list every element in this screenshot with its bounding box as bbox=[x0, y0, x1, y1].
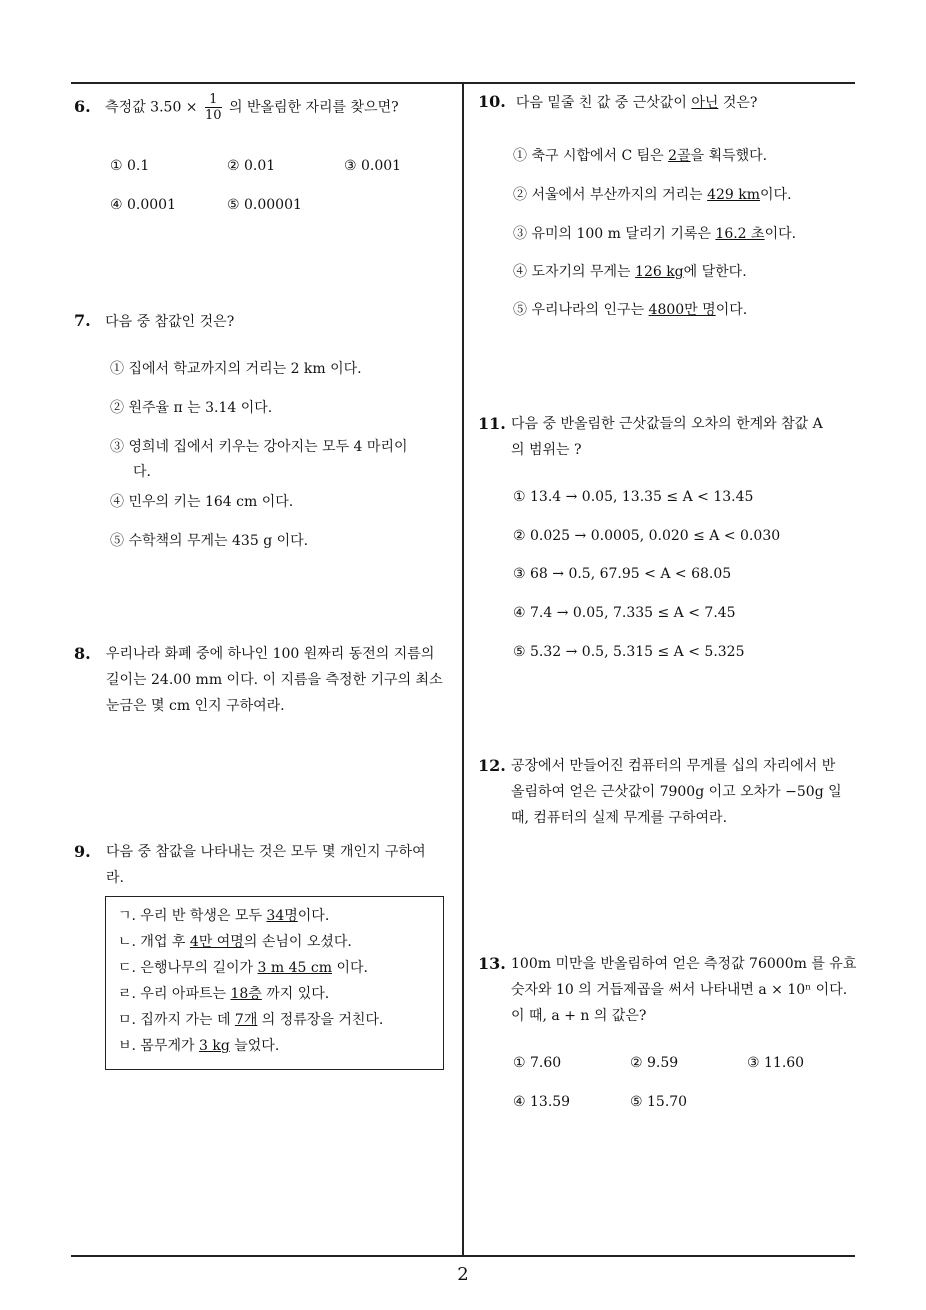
choice-4[interactable]: ④ 7.4 → 0.05, 7.335 ≤ A < 7.45 bbox=[513, 605, 736, 621]
choice-3-continued: 다. bbox=[133, 464, 151, 480]
question-text: 다음 중 참값인 것은? bbox=[105, 314, 235, 330]
question-number: 12. bbox=[478, 756, 506, 775]
question-text bbox=[511, 951, 856, 1029]
column-divider bbox=[462, 82, 464, 1257]
question-text bbox=[106, 641, 443, 719]
question-number: 13. bbox=[478, 954, 506, 973]
choice-4[interactable]: ④ 0.0001 bbox=[110, 197, 176, 213]
question-number: 10. bbox=[478, 92, 506, 111]
statement-item: ㄴ. 개업 후 4만 여명의 손님이 오셨다. bbox=[118, 934, 352, 950]
question-9 bbox=[74, 839, 101, 866]
choice-5[interactable]: ⑤ 우리나라의 인구는 4800만 명이다. bbox=[513, 302, 748, 318]
fraction-numerator: 1 bbox=[209, 92, 218, 107]
choice-4[interactable]: ④ 민우의 키는 164 cm 이다. bbox=[110, 494, 294, 510]
question-line: 때, 컴퓨터의 실제 무게를 구하여라. bbox=[511, 810, 728, 826]
underlined-word: 아닌 bbox=[691, 95, 719, 111]
choice-1[interactable]: ① 0.1 bbox=[110, 158, 150, 174]
statement-item: ㅁ. 집까지 가는 데 7개 의 정류장을 거친다. bbox=[118, 1012, 384, 1028]
choice-5[interactable]: ⑤ 0.00001 bbox=[227, 197, 302, 213]
question-number: 7. bbox=[74, 311, 91, 330]
choice-4[interactable]: ④ 13.59 bbox=[513, 1094, 571, 1110]
statement-item: ㄷ. 은행나무의 길이가 3 m 45 cm 이다. bbox=[118, 960, 368, 976]
question-6 bbox=[74, 92, 399, 123]
question-text bbox=[106, 839, 426, 891]
choice-2[interactable]: ② 서울에서 부산까지의 거리는 429 km이다. bbox=[513, 187, 792, 203]
question-number: 6. bbox=[74, 96, 91, 116]
choice-5[interactable]: ⑤ 15.70 bbox=[630, 1094, 688, 1110]
choice-2[interactable]: ② 0.01 bbox=[227, 158, 276, 174]
choice-4[interactable]: ④ 도자기의 무게는 126 kg에 달한다. bbox=[513, 264, 747, 280]
question-line: 공장에서 만들어진 컴퓨터의 무게를 십의 자리에서 반 bbox=[511, 758, 836, 774]
question-line: 우리나라 화폐 중에 하나인 100 원짜리 동전의 지름의 bbox=[106, 646, 435, 662]
bottom-rule bbox=[71, 1255, 855, 1257]
choice-2[interactable]: ② 0.025 → 0.0005, 0.020 ≤ A < 0.030 bbox=[513, 528, 781, 544]
choice-3[interactable]: ③ 0.001 bbox=[344, 158, 402, 174]
statement-item: ㄱ. 우리 반 학생은 모두 34명이다. bbox=[118, 908, 330, 924]
question-line: 숫자와 10 의 거듭제곱을 써서 나타내면 a × 10ⁿ 이다. bbox=[511, 982, 848, 998]
question-line: 이 때, a + n 의 값은? bbox=[511, 1008, 647, 1024]
statement-box bbox=[105, 896, 444, 1070]
choice-3[interactable]: ③ 유미의 100 m 달리기 기록은 16.2 초이다. bbox=[513, 226, 797, 242]
question-line: 100m 미만을 반올림하여 얻은 측정값 76000m 를 유효 bbox=[511, 956, 857, 972]
fraction-denominator: 10 bbox=[204, 108, 222, 123]
choice-2[interactable]: ② 9.59 bbox=[630, 1055, 679, 1071]
fraction bbox=[205, 92, 222, 123]
question-7 bbox=[74, 308, 234, 335]
choice-1[interactable]: ① 축구 시합에서 C 팀은 2골을 획득했다. bbox=[513, 148, 768, 164]
question-line: 다음 중 참값을 나타내는 것은 모두 몇 개인지 구하여 bbox=[106, 844, 426, 860]
question-line: 의 범위는 ? bbox=[511, 442, 582, 458]
choice-3[interactable]: ③ 영희네 집에서 키우는 강아지는 모두 4 마리이 bbox=[110, 439, 408, 455]
question-line: 라. bbox=[106, 870, 124, 886]
statement-item: ㅂ. 몸무게가 3 kg 늘었다. bbox=[118, 1038, 280, 1054]
question-number: 8. bbox=[74, 644, 91, 663]
question-text bbox=[511, 411, 823, 463]
question-10: 10. 다음 밑줄 친 값 중 근삿값이 아닌 것은? bbox=[478, 92, 758, 111]
choice-1[interactable]: ① 13.4 → 0.05, 13.35 ≤ A < 13.45 bbox=[513, 489, 754, 505]
question-line: 눈금은 몇 cm 인지 구하여라. bbox=[106, 698, 285, 714]
question-line: 길이는 24.00 mm 이다. 이 지름을 측정한 기구의 최소 bbox=[106, 672, 443, 688]
choice-3[interactable]: ③ 68 → 0.5, 67.95 < A < 68.05 bbox=[513, 566, 732, 582]
choice-5[interactable]: ⑤ 5.32 → 0.5, 5.315 ≤ A < 5.325 bbox=[513, 644, 745, 660]
statement-item: ㄹ. 우리 아파트는 18층 까지 있다. bbox=[118, 986, 330, 1002]
page-number: 2 bbox=[457, 1264, 469, 1285]
question-8 bbox=[74, 641, 101, 668]
choice-1[interactable]: ① 7.60 bbox=[513, 1055, 562, 1071]
question-line: 올림하여 얻은 근삿값이 7900g 이고 오차가 −50g 일 bbox=[511, 784, 842, 800]
choice-2[interactable]: ② 원주율 π 는 3.14 이다. bbox=[110, 400, 273, 416]
choice-1[interactable]: ① 집에서 학교까지의 거리는 2 km 이다. bbox=[110, 361, 362, 377]
choice-3[interactable]: ③ 11.60 bbox=[747, 1055, 805, 1071]
question-prefix: 측정값 3.50 × bbox=[105, 99, 198, 116]
choice-5[interactable]: ⑤ 수학책의 무게는 435 g 이다. bbox=[110, 533, 309, 549]
question-suffix: 의 반올림한 자리를 찾으면? bbox=[228, 99, 399, 116]
question-number: 9. bbox=[74, 842, 91, 861]
question-text bbox=[511, 753, 842, 831]
question-line: 다음 중 반올림한 근삿값들의 오차의 한계와 참값 A bbox=[511, 416, 823, 432]
question-number: 11. bbox=[478, 414, 506, 433]
